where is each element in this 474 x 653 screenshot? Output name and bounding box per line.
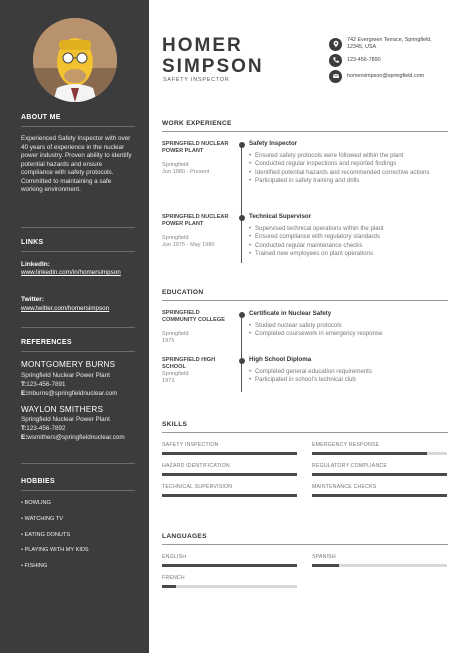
list-item: • Completed general education requirements [249, 368, 439, 376]
job-role: Safety Inspector [249, 140, 298, 147]
sidebar [0, 0, 149, 653]
list-item: • Participated in school's technical club [249, 376, 439, 384]
education-heading: EDUCATION [162, 289, 204, 296]
language-bar-fill [162, 564, 297, 567]
job-dates: Jun 1980 - Present [162, 169, 210, 176]
skill-label: EMERGENCY RESPONSE [312, 442, 380, 448]
language-label: SPANISH [312, 554, 336, 560]
list-item: • Ensured compliance with regulatory standards [249, 233, 439, 241]
job-org: SPRINGFIELD NUCLEAR POWER PLANT [162, 214, 229, 227]
language-item [162, 554, 297, 567]
job-dates: Jun 1975 - May 1980 [162, 242, 215, 249]
language-bar [312, 564, 447, 567]
skill-bar-fill [162, 494, 297, 497]
contact-email [329, 69, 447, 83]
list-item: • Supervised technical operations within the plant [249, 225, 439, 233]
list-item: • Participated in safety training and drills [249, 177, 439, 185]
job-bullets [249, 152, 439, 186]
email-text[interactable]: homersimpson@springfield.com [347, 72, 425, 79]
job-title: SAFETY INSPECTOR [163, 77, 230, 83]
timeline-dot [239, 142, 245, 148]
hobby-item: • WATCHING TV [21, 516, 63, 522]
skill-item [162, 484, 297, 497]
skill-bar [312, 452, 447, 455]
skill-label: MAINTENANCE CHECKS [312, 484, 377, 490]
reference-email: E:mburns@springfieldnuclear.com [21, 390, 118, 397]
languages-heading: LANGUAGES [162, 533, 207, 540]
skill-bar [162, 473, 297, 476]
about-heading: ABOUT ME [21, 114, 61, 121]
language-label: FRENCH [162, 575, 185, 581]
list-item: • Conducted regular inspections and reported findings [249, 160, 439, 168]
hobby-item: • PLAYING WITH MY KIDS [21, 547, 89, 553]
divider [21, 327, 135, 328]
hobby-item: • BOWLING [21, 500, 51, 506]
edu-degree: Certificate in Nuclear Safety [249, 310, 332, 317]
location-icon [329, 38, 342, 51]
skill-item [162, 442, 297, 455]
edu-degree: High School Diploma [249, 356, 312, 363]
linkedin-label: LinkedIn: [21, 261, 50, 268]
skill-bar-fill [312, 473, 447, 476]
timeline-dot [239, 312, 245, 318]
reference-name: MONTGOMERY BURNS [21, 360, 116, 369]
skill-bar [162, 452, 297, 455]
work-heading: WORK EXPERIENCE [162, 120, 232, 127]
language-label: ENGLISH [162, 554, 187, 560]
reference-company: Springfield Nuclear Power Plant [21, 372, 110, 379]
list-item: • Completed coursework in emergency response [249, 330, 439, 338]
job-meta [162, 235, 238, 250]
skill-label: SAFETY INSPECTION [162, 442, 219, 448]
job-city: Springfield [162, 162, 189, 168]
email-icon [329, 70, 342, 83]
list-item: • Ensured safety protocols were followed within the plant [249, 152, 439, 160]
reference-name: WAYLON SMITHERS [21, 405, 104, 414]
hobby-item: • EATING DONUTS [21, 532, 71, 538]
section-divider [162, 300, 448, 301]
timeline-dot [239, 215, 245, 221]
job-org: SPRINGFIELD NUCLEAR POWER PLANT [162, 141, 229, 154]
edu-city: Springfield [162, 371, 189, 377]
language-item [162, 575, 297, 588]
divider [21, 490, 135, 491]
edu-bullets [249, 368, 439, 385]
list-item: • Conducted regular maintenance checks [249, 242, 439, 250]
links-heading: LINKS [21, 239, 44, 246]
timeline-line [241, 316, 242, 392]
reference-email: E:wsmithers@springfieldnuclear.com [21, 434, 125, 441]
skill-item [312, 463, 447, 476]
skill-item [312, 484, 447, 497]
edu-meta [162, 371, 238, 386]
edu-year: 1975 [162, 338, 175, 345]
timeline-dot [239, 358, 245, 364]
linkedin-link[interactable]: www.linkedin.com/in/homersimpson [21, 269, 121, 276]
edu-org: SPRINGFIELD HIGH SCHOOL [162, 357, 216, 370]
contact-address [329, 37, 447, 51]
skill-label: TECHNICAL SUPERVISION [162, 484, 233, 490]
job-city: Springfield [162, 235, 189, 241]
job-meta [162, 162, 238, 177]
skill-bar-fill [312, 452, 427, 455]
profile-photo [33, 18, 117, 102]
skills-heading: SKILLS [162, 421, 188, 428]
hobby-item: • FISHING [21, 563, 48, 569]
language-bar [162, 585, 297, 588]
skill-label: REGULATORY COMPLIANCE [312, 463, 388, 469]
contact-phone [329, 53, 447, 67]
twitter-label: Twitter: [21, 296, 44, 303]
skill-bar-fill [312, 494, 447, 497]
skill-bar [312, 473, 447, 476]
language-item [312, 554, 447, 567]
skill-bar-fill [162, 473, 297, 476]
divider [21, 351, 135, 352]
reference-phone: T:123-456-7892 [21, 425, 66, 432]
phone-text: 123-456-7890 [347, 56, 381, 63]
last-name: SIMPSON [162, 56, 264, 77]
skill-item [162, 463, 297, 476]
timeline-line [241, 146, 242, 263]
reference-phone: T:123-456-7891 [21, 381, 66, 388]
hobbies-heading: HOBBIES [21, 478, 55, 485]
skill-label: HAZARD IDENTIFICATION [162, 463, 230, 469]
address-text: 742 Evergreen Terrace, Springfield, 12345, USA [347, 37, 432, 50]
first-name: HOMER [162, 35, 243, 56]
language-bar-fill [312, 564, 339, 567]
edu-year: 1973 [162, 378, 175, 385]
section-divider [162, 544, 448, 545]
edu-meta [162, 331, 238, 346]
about-text: Experienced Safety Inspector with over 40 years of experience in the nuclear power industry. Proven ability to identify potential hazards and ensure compliance with safety protocols. Committed to maintaining a safe working environment. [21, 135, 132, 193]
divider [21, 251, 135, 252]
job-bullets [249, 225, 439, 259]
skill-item [312, 442, 447, 455]
twitter-link[interactable]: www.twitter.com/homersimpson [21, 305, 110, 312]
section-divider [162, 131, 448, 132]
edu-city: Springfield [162, 331, 189, 337]
section-divider [162, 432, 448, 433]
skill-bar [162, 494, 297, 497]
full-name [162, 35, 264, 77]
skill-bar-fill [162, 452, 297, 455]
divider [21, 227, 135, 228]
list-item: • Trained new employees on plant operations [249, 250, 439, 258]
edu-org: SPRINGFIELD COMMUNITY COLLEGE [162, 310, 225, 323]
reference-company: Springfield Nuclear Power Plant [21, 416, 110, 423]
divider [21, 126, 135, 127]
references-heading: REFERENCES [21, 339, 72, 346]
job-role: Technical Supervisor [249, 213, 312, 220]
list-item: • Identified potential hazards and recommended corrective actions [249, 169, 439, 177]
divider [21, 463, 135, 464]
list-item: • Studied nuclear safety protocols [249, 322, 439, 330]
language-bar-fill [162, 585, 176, 588]
skill-bar [312, 494, 447, 497]
edu-bullets [249, 322, 439, 339]
phone-icon [329, 54, 342, 67]
language-bar [162, 564, 297, 567]
